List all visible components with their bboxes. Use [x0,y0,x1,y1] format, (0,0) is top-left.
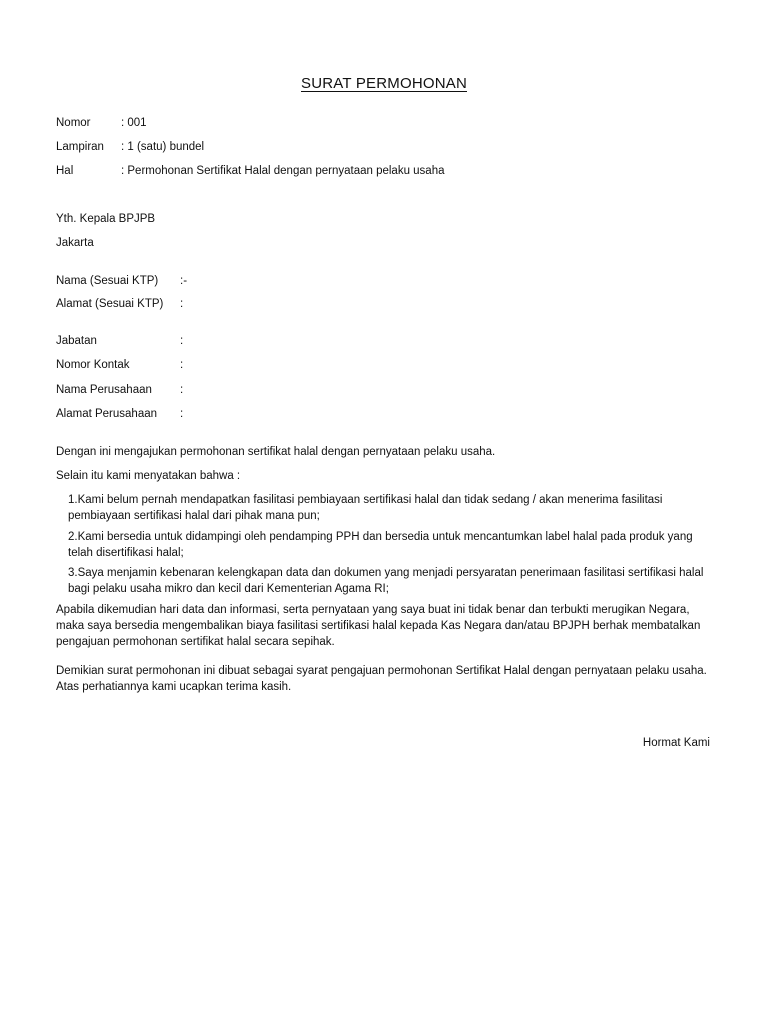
header-value-nomor: : 001 [121,117,147,129]
field-label-nama-perusahaan: Nama Perusahaan [56,384,152,396]
recipient-title: Yth. Kepala BPJPB [56,213,156,225]
recipient-city: Jakarta [56,237,94,249]
field-label-jabatan: Jabatan [56,335,97,347]
field-value-nama-perusahaan: : [180,384,184,396]
field-label-nama: Nama (Sesuai KTP) [56,275,159,287]
header-label-hal: Hal [56,165,74,177]
field-label-alamat-perusahaan: Alamat Perusahaan [56,408,158,420]
header-value-hal: : Permohonan Sertifikat Halal dengan pernyataan pelaku usaha [121,165,445,177]
header-value-lampiran: : 1 (satu) bundel [121,141,205,153]
field-value-nomor-kontak: : [180,359,184,371]
consequence-paragraph: Apabila dikemudian hari data dan informasi, serta pernyataan yang saya buat ini tidak benar dan terbukti merugikan Negara, maka saya bersedia mengembalikan biaya fasilitasi sertifikasi halal kepada Kas Negara dan/atau BPJPH berhak membatalkan pengajuan permohonan sertifikat halal secara sepihak. [56,604,701,648]
closing-paragraph: Demikian surat permohonan ini dibuat sebagai syarat pengajuan permohonan Sertifikat Halal dengan pernyataan pelaku usaha. Atas perhatiannya kami ucapkan terima kasih. [56,665,707,693]
field-value-jabatan: : [180,335,184,347]
letter-title: SURAT PERMOHONAN [301,75,467,92]
statement-item-1: 1.Kami belum pernah mendapatkan fasilitasi pembiayaan sertifikasi halal dan tidak sedang / akan menerima fasilitasi pembiayaan sertifikasi halal dari pihak mana pun; [68,494,663,522]
statement-lead: Selain itu kami menyatakan bahwa : [56,470,241,482]
field-label-alamat: Alamat (Sesuai KTP) [56,298,164,310]
header-label-lampiran: Lampiran [56,141,104,153]
signature-closing: Hormat Kami [642,737,710,749]
field-label-nomor-kontak: Nomor Kontak [56,359,130,371]
field-value-alamat-perusahaan: : [180,408,184,420]
header-label-nomor: Nomor [56,117,91,129]
intro-paragraph: Dengan ini mengajukan permohonan sertifikat halal dengan pernyataan pelaku usaha. [56,446,496,458]
statement-item-2: 2.Kami bersedia untuk didampingi oleh pendamping PPH dan bersedia untuk mencantumkan label halal pada produk yang telah disertifikasi halal; [68,531,693,559]
field-value-alamat: : [180,298,184,310]
statement-item-3: 3.Saya menjamin kebenaran kelengkapan data dan dokumen yang menjadi persyaratan penerimaan fasilitasi sertifikasi halal bagi pelaku usaha mikro dan kecil dari Kementerian Agama RI; [68,567,704,595]
field-value-nama: :- [180,275,188,287]
